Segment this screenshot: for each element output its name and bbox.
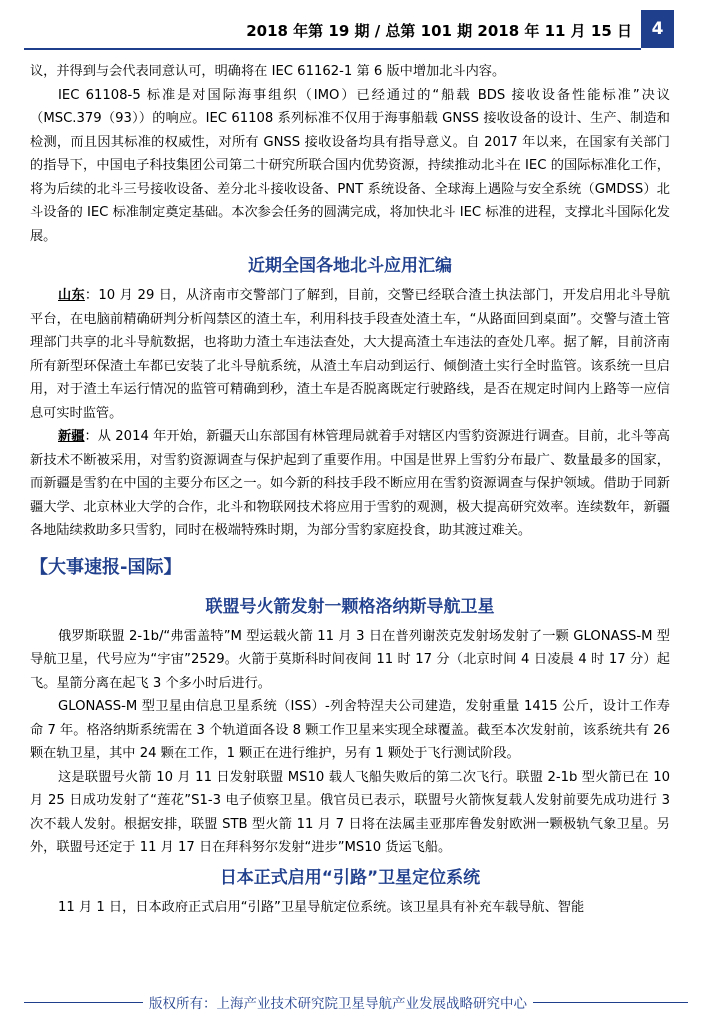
paragraph-shandong (30, 284, 670, 425)
page-content (30, 60, 670, 919)
page-number-badge: 4 (641, 10, 674, 48)
section-title-international: 【大事速报-国际】 (30, 556, 182, 578)
header-divider (24, 48, 641, 50)
paragraph-soyuz-1: 俄罗斯联盟 2-1b/“弗雷盖特”M 型运载火箭 11 月 3 日在普列谢茨克发射场发射了一颗 GLONASS-M 型导航卫星，代号应为“宇宙”2529。火箭于莫斯科时间夜间 11 时 17 分（北京时间 4 日凌晨 4 时 17 分）起飞。星箭分离在起飞 3 个多小时后进行。 (30, 628, 670, 691)
paragraph-japan-1: 11 月 1 日，日本政府正式启用“引路”卫星导航定位系统。该卫星具有补充车载导航、智能 (58, 899, 585, 915)
shandong-text: ：10 月 29 日，从济南市交警部门了解到，目前，交警已经联合渣土执法部门，开发启用北斗导航平台，在电脑前精确研判分析闯禁区的渣土车，利用科技手段查处渣土车，“从路面回到桌面”。交警与渣土管理部门共享的北斗导航数据，也将助力渣土车违法查处，大大提高渣土车违法的查处几率。据了解，目前济南所有新型环保渣土车都已安装了北斗导航系统，从渣土车启动到运行、倾倒渣土实行全时监管。该系统一旦启用，对于渣土车运行情况的监管可精确到秒，渣土车是否脱离既定行驶路线，是否在规定时间内上路等一应信息可实时监管。 (30, 288, 670, 421)
region-label-xinjiang: 新疆 (58, 429, 85, 444)
article-title-soyuz: 联盟号火箭发射一颗格洛纳斯导航卫星 (205, 596, 495, 617)
issue-info: 2018 年第 19 期 / 总第 101 期 2018 年 11 月 15 日 (246, 22, 632, 40)
xinjiang-text: ：从 2014 年开始，新疆天山东部国有林管理局就着手对辖区内雪豹资源进行调查。目前，北斗等高新技术不断被采用，对雪豹资源调查与保护起到了重要作用。中国是世界上雪豹分布最广、数量最多的国家，而新疆是雪豹在中国的主要分布区之一。如今新的科技手段不断应用在雪豹资源调查与保护领域。借助于同新疆大学、北京林业大学的合作，北斗和物联网技术将应用于雪豹的观测，极大提高研究效率。连续数年，新疆各地陆续救助多只雪豹，同时在极端特殊时期，为部分雪豹家庭投食，助其渡过难关。 (30, 429, 670, 538)
paragraph-iec-standard: IEC 61108-5 标准是对国际海事组织（IMO）已经通过的“船载 BDS 接收设备性能标准”决议（MSC.379（93））的响应。IEC 61108 系列标准不仅用于海事船载 GNSS 接收设备的设计、生产、制造和检测，而且因其标准的权威性，对所有 GNSS 接收设备均具有指导意义。自 2017 年以来，在国家有关部门的指导下，中国电子科技集团公司第二十研究所联合国内优势资源，持续推动北斗在 IEC 的国际标准化工作，将为后续的北斗三号接收设备、差分北斗接收设备、PNT 系统设备、全球海上遇险与安全系统（GMDSS）北斗设备的 IEC 标准制定奠定基础。本次参会任务的圆满完成，将加快北斗 IEC 标准的进程，支撑北斗国际化发展。 (30, 87, 670, 244)
copyright-text: 版权所有：上海产业技术研究院卫星导航产业发展战略研究中心 (143, 992, 533, 1012)
paragraph-soyuz-3: 这是联盟号火箭 10 月 11 日发射联盟 MS10 载人飞船失败后的第二次飞行。联盟 2-1b 型火箭已在 10 月 25 日成功发射了“莲花”S1-3 电子侦察卫星。俄官员已表示，联盟号火箭恢复载人发射前要先成功进行 3 次不载人发射。根据安排，联盟 STB 型火箭 11 月 7 日将在法属圭亚那库鲁发射欧洲一颗极轨气象卫星。另外，联盟号还定于 11 月 17 日在拜科努尔发射“进步”MS10 货运飞船。 (30, 769, 670, 855)
page-header (0, 0, 712, 52)
page-footer (0, 988, 712, 1012)
paragraph-xinjiang (30, 425, 670, 543)
section-title-domestic: 近期全国各地北斗应用汇编 (248, 256, 452, 276)
region-label-shandong: 山东 (58, 288, 85, 303)
paragraph-soyuz-2: GLONASS-M 型卫星由信息卫星系统（ISS）-列舍特涅夫公司建造，发射重量 1415 公斤，设计工作寿命 7 年。格洛纳斯系统需在 3 个轨道面各设 8 颗工作卫星来实现全球覆盖。截至本次发射前，该系统共有 26 颗在轨卫星，其中 24 颗在工作，1 颗正在进行维护，另有 1 颗处于飞行测试阶段。 (30, 699, 670, 761)
paragraph-continued: 议，并得到与会代表同意认可，明确将在 IEC 61162-1 第 6 版中增加北斗内容。 (30, 64, 506, 79)
article-title-japan: 日本正式启用“引路”卫星定位系统 (219, 867, 481, 888)
